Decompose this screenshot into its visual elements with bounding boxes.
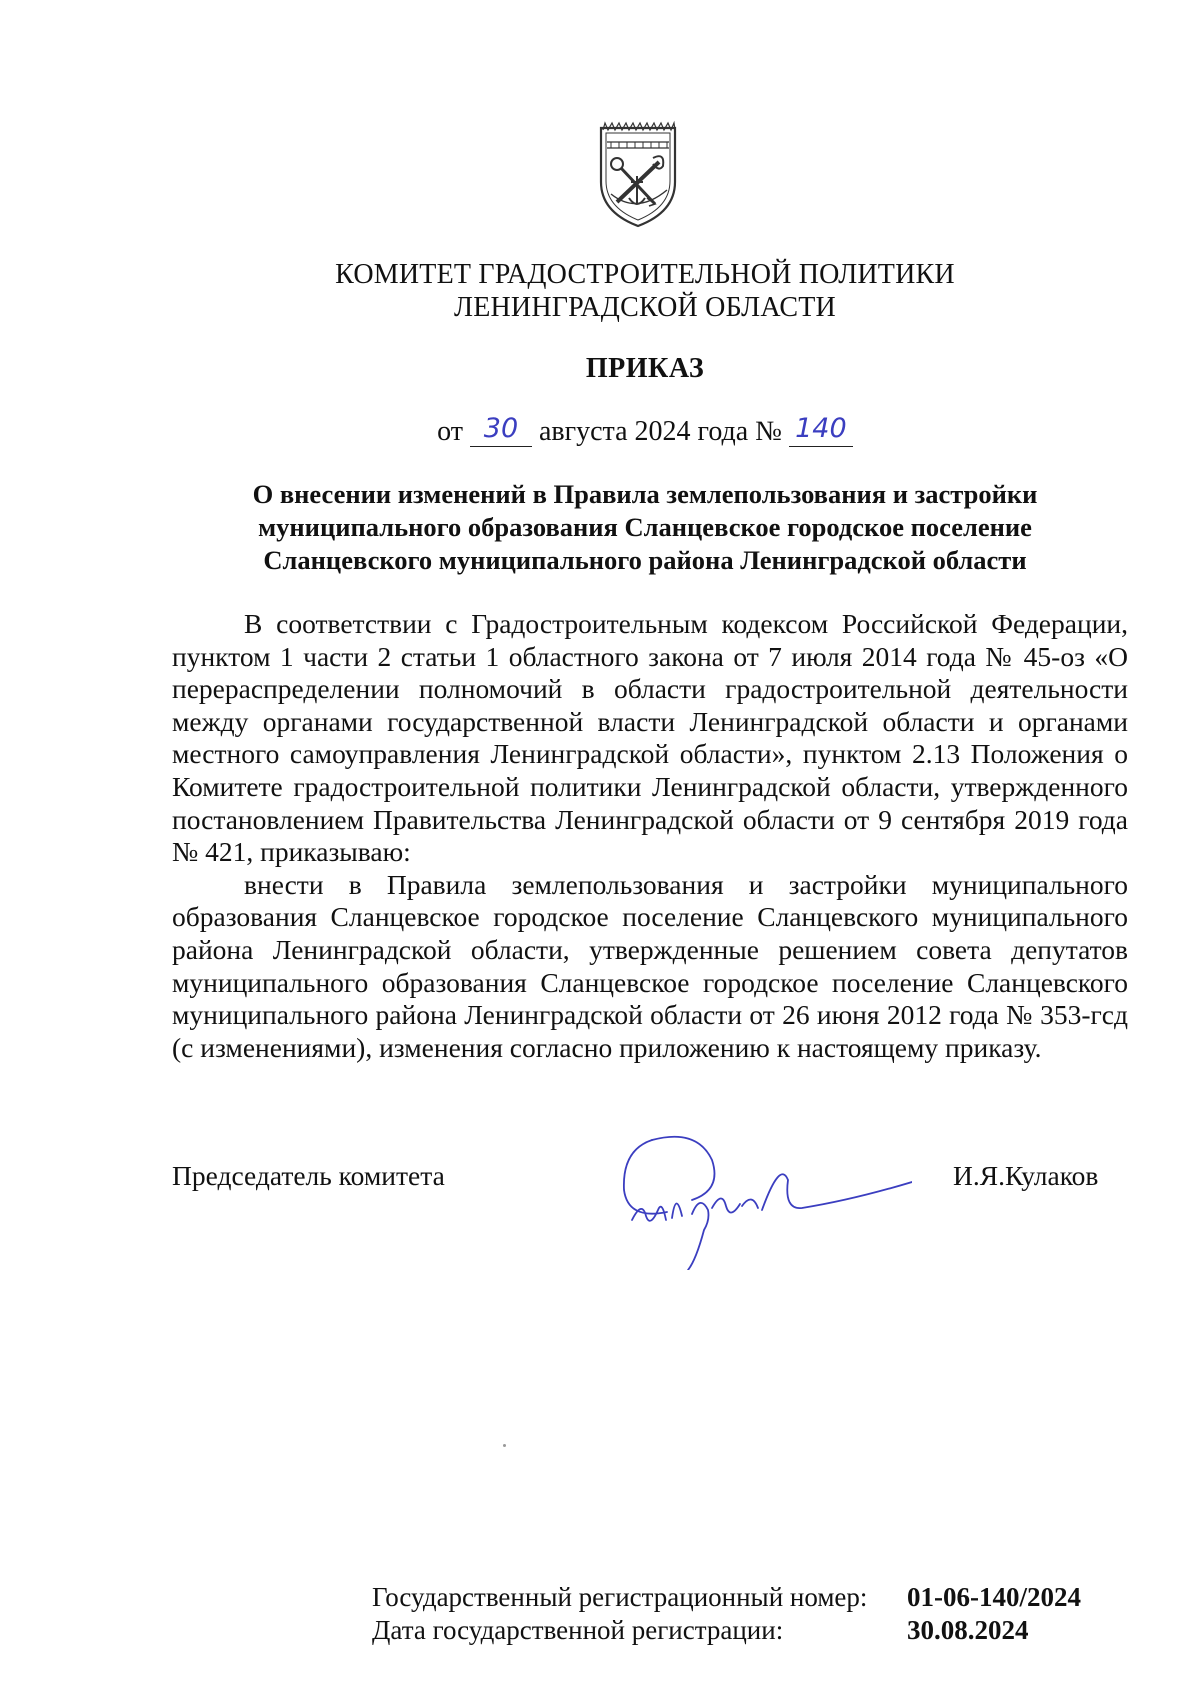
registration-number-row	[372, 1581, 1081, 1614]
document-title	[180, 478, 1110, 577]
title-line-3: Сланцевского муниципального района Ленинградской области	[263, 545, 1027, 575]
registration-number-label: Государственный регистрационный номер:	[372, 1582, 868, 1612]
registration-date-value: 30.08.2024	[907, 1615, 1029, 1645]
leningrad-oblast-coat-of-arms-icon	[597, 120, 679, 230]
date-prefix: от	[437, 416, 463, 447]
title-line-1: О внесении изменений в Правила землепользования и застройки	[252, 479, 1038, 509]
document-body	[172, 608, 1128, 1064]
registration-date-label: Дата государственной регистрации:	[372, 1615, 784, 1645]
day-blank	[470, 413, 532, 447]
org-line-2: ЛЕНИНГРАДСКОЙ ОБЛАСТИ	[454, 292, 836, 323]
title-line-2: муниципального образования Сланцевское городское поселение	[258, 512, 1032, 542]
body-paragraph-1: В соответствии с Градостроительным кодексом Российской Федерации, пунктом 1 части 2 статьи 1 областного закона от 7 июля 2014 года № 45-оз «О перераспределении полномочий в области градостроительной деятельности между органами государственной власти Ленинградской области и органами местного самоуправления Ленинградской области», пунктом 2.13 Положения о Комитете градостроительной политики Ленинградской области, утвержденного постановлением Правительства Ленинградской области от 9 сентября 2019 года № 421, приказываю:	[172, 608, 1128, 868]
signer-name: И.Я.Кулаков	[953, 1160, 1099, 1191]
handwritten-day: 30	[483, 413, 519, 444]
handwritten-number: 140	[795, 413, 847, 444]
registration-number-value: 01-06-140/2024	[907, 1582, 1081, 1612]
order-date-number-line	[0, 413, 1200, 448]
scan-speck	[503, 1444, 506, 1447]
document-type: ПРИКАЗ	[585, 353, 705, 384]
body-paragraph-2: внести в Правила землепользования и застройки муниципального образования Сланцевское городское поселение Сланцевского муниципального района Ленинградской области, утвержденные решением совета депутатов муниципального образования Сланцевское городское поселение Сланцевского муниципального района Ленинградской области от 26 июня 2012 года № 353-гсд (с изменениями), изменения согласно приложению к настоящему приказу.	[172, 868, 1128, 1063]
registration-date-row	[372, 1614, 1081, 1647]
signer-position: Председатель комитета	[172, 1160, 445, 1191]
date-middle: августа 2024 года №	[538, 416, 782, 447]
registration-block	[372, 1581, 1081, 1647]
issuing-authority	[0, 258, 1200, 324]
handwritten-signature	[612, 1120, 912, 1270]
org-line-1: КОМИТЕТ ГРАДОСТРОИТЕЛЬНОЙ ПОЛИТИКИ	[335, 259, 955, 290]
number-blank	[789, 413, 853, 447]
